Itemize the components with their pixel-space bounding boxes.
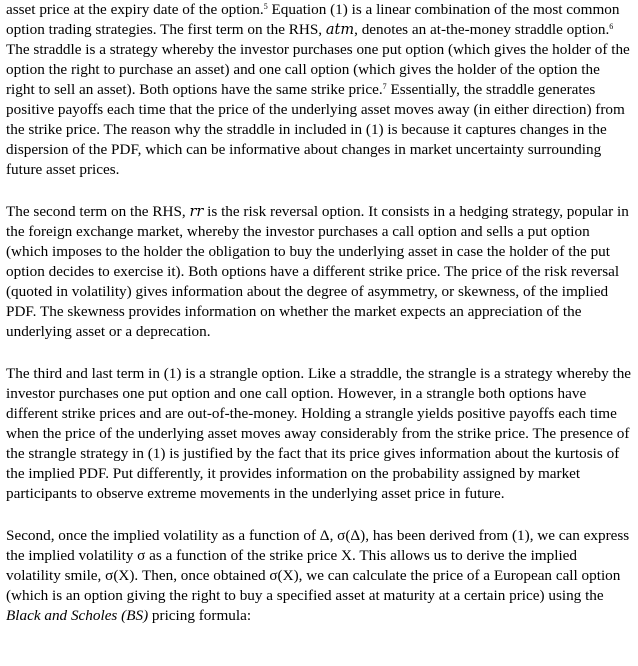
black-scholes-term: Black and Scholes (BS) [6,607,149,624]
text-span: asset price at the expiry date of the option. [6,1,264,18]
paragraph-strangle: The third and last term in (1) is a strangle option. Like a straddle, the strangle is a strategy whereby the investor purchases one put option and one call option. However, in a strangle both options have different strike prices and are out-of-the-money. Holding a strangle yields positive payoffs each time when the price of the underlying asset moves away considerably from the strike price. The presence of the strangle strategy in (1) is justified by the fact that its price gives information about the kurtosis of the implied PDF. Put differently, it provides information on the probability assigned by market participants to observe extreme movements in the underlying asset price in future. [6,365,632,502]
text-span: Second, once the implied volatility as a function of Δ, σ(Δ), has been derived from (1), we can express the implied volatility σ as a function of the strike price X. This allows us to derive the implied volatility smile, σ(X). Then, once obtained σ(X), we can calculate the price of a European call option (which is an option giving the right to buy a specified asset at maturity at a certain price) using the [6,527,630,604]
paragraph-straddle [6,0,632,180]
math-rr: rr [189,204,204,220]
footnote-ref-5[interactable]: 5 [263,2,268,11]
footnote-ref-7[interactable]: 7 [382,82,387,91]
text-span: Essentially, the straddle generates positive payoffs each time that the price of the underlying asset moves away (in either direction) from the strike price. The reason why the straddle in included in (1) is because it captures changes in the dispersion of the PDF, which can be informative about changes in market uncertainty surrounding future asset prices. [6,81,625,178]
paragraph-volatility-smile [6,526,632,626]
footnote-ref-6[interactable]: 6 [609,22,614,31]
text-span: pricing formula: [148,607,252,624]
paragraph-risk-reversal [6,202,632,342]
text-span: The second term on the RHS, [6,203,190,220]
text-span: is the risk reversal option. It consists in a hedging strategy, popular in the foreign exchange market, whereby the investor purchases a call option and sells a put option (which imposes to the holder the obligation to buy the underlying asset in case the holder of the put option decides to exercise it). Both options have a different strike price. The price of the risk reversal (quoted in volatility) gives information about the degree of asymmetry, or skewness, of the implied PDF. The skewness provides information on whether the market expects an appreciation of the underlying asset or a deprecation. [6,203,629,340]
text-span: Equation (1) is a linear combination of the most common option trading strategies. The first term on the RHS, [6,1,620,38]
math-atm: atm [325,22,355,38]
text-span: , denotes an at-the-money straddle option. [354,21,610,38]
text-span: The straddle is a strategy whereby the investor purchases one put option (which gives the holder of the option the right to purchase an asset) and one call option (which gives the holder of the option the right to sell an asset). Both options have the same strike price. [6,41,630,98]
